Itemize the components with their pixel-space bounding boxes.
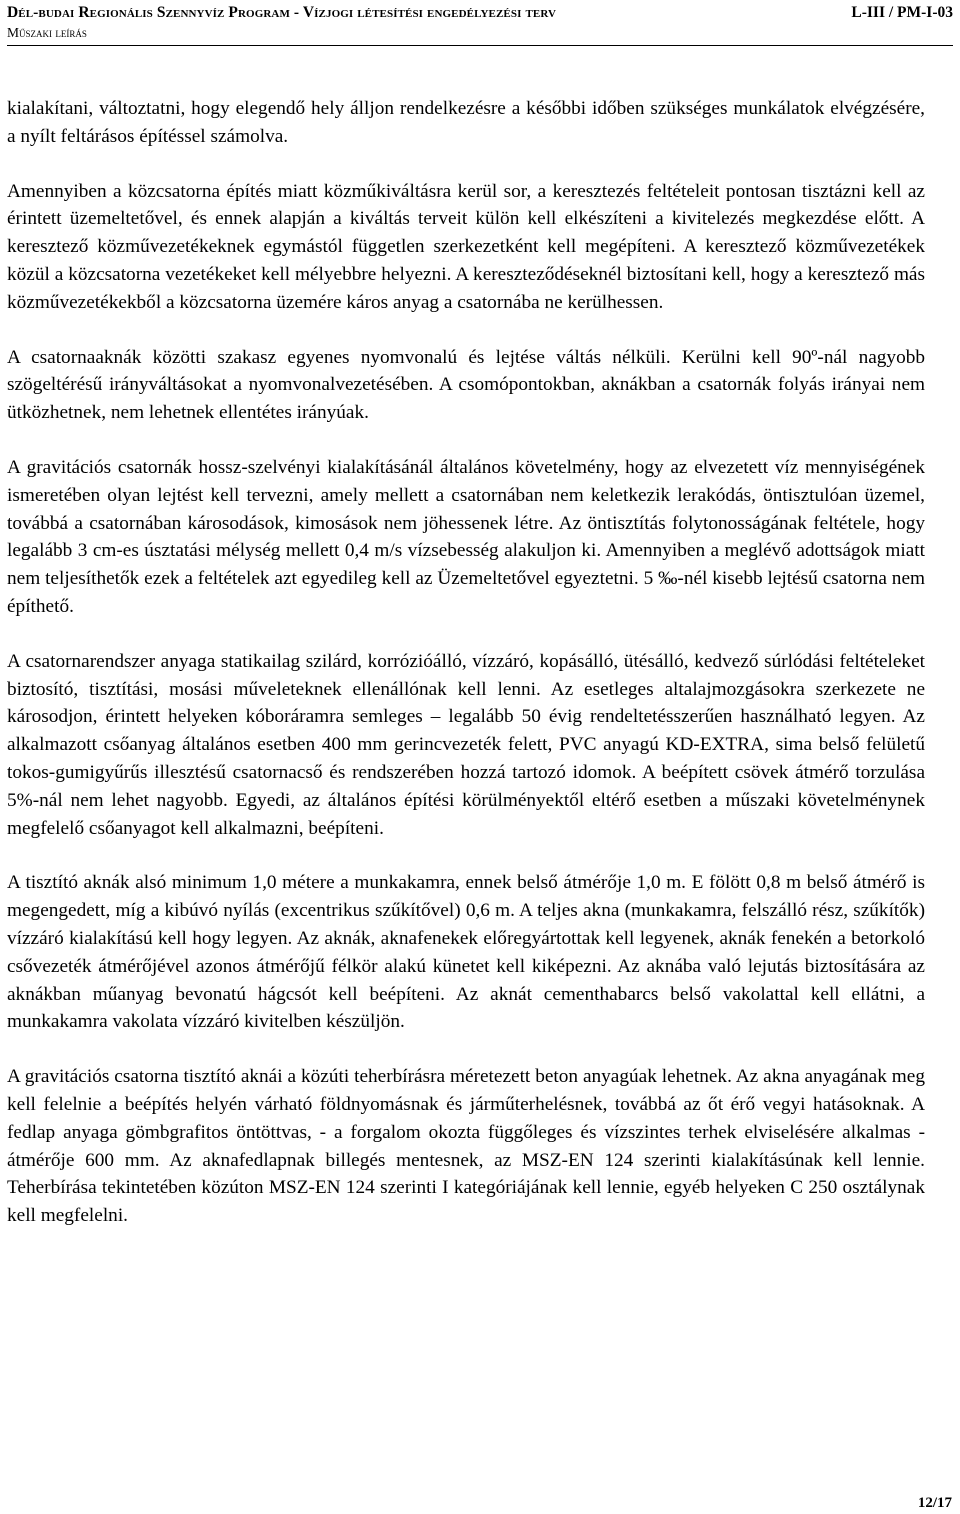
header-divider: [7, 45, 953, 46]
header-row: [7, 0, 953, 24]
page-header: [7, 0, 953, 42]
document-title: Dél-budai Regionális Szennyvíz Program - Vízjogi létesítési engedélyezési terv: [7, 4, 557, 21]
paragraph: A gravitációs csatornák hossz-szelvényi kialakításánál általános követelmény, hogy az elvezetett víz mennyiségének ismeretében olyan lejtést kell tervezni, amely mellett a csatornában nem keletkezik lerakódás, öntisztulóan üzemel, továbbá a csatornában károsodások, kimosások nem jöhessenek létre. Az öntisztítás folytonosságának feltétele, hogy legalább 3 cm-es úsztatási mélység mellett 0,4 m/s vízsebesség alakuljon ki. Amennyiben a meglévő adottságok miatt nem teljesíthetők ezek a feltételek azt egyedileg kell az Üzemeltetővel egyeztetni. 5 ‰-nél kisebb lejtésű csatorna nem építhető.: [7, 456, 925, 617]
paragraph: A csatornarendszer anyaga statikailag szilárd, korrózióálló, vízzáró, kopásálló, ütésálló, kedvező súrlódási feltételeket biztosító, tisztítási, mosási műveleteknek ellenállónak kell lenni. Az esetleges altalajmozgásokra szerkezete ne károsodjon, érintett helyeken kóboráramra semleges – legalább 50 évig rendeltetésszerűen használható legyen. Az alkalmazott csőanyag általános esetben 400 mm gerincvezeték felett, PVC anyagú KD-EXTRA, sima belső felületű tokos-gumigyűrűs illesztésű csatornacső és rendszerében hozzá tartozó idomok. A beépített csövek átmérő torzulása 5%-nál nem lehet nagyobb. Egyedi, az általános építési körülményektől eltérő esetben a műszaki követelménynek megfelelő csőanyagot kell alkalmazni, beépíteni.: [7, 650, 925, 839]
document-subtitle: Műszaki leírás: [7, 25, 87, 40]
document-code: L-III / PM-I-03: [851, 4, 953, 21]
paragraph: A gravitációs csatorna tisztító aknái a közúti teherbírásra méretezett beton anyagúak lehetnek. Az akna anyagának meg kell felelnie a beépítés helyén várható földnyomásnak és járműterhelésnek, továbbá az őt érő vegyi hatásoknak. A fedlap anyaga gömbgrafitos öntöttvas, - a forgalom okozta függőleges és vízszintes terhek elviselésére alkalmas - átmérője 600 mm. Az aknafedlapnak billegés mentesnek, az MSZ-EN 124 szerinti kialakításúnak kell lennie. Teherbírása tekintetében közúton MSZ-EN 124 szerinti I kategóriájának kell lennie, egyéb helyeken C 250 osztálynak kell megfelelni.: [7, 1066, 925, 1227]
body-text: [7, 95, 925, 1257]
paragraph: A csatornaaknák közötti szakasz egyenes nyomvonalú és lejtése váltás nélküli. Kerülni kell 90º-nál nagyobb szögeltérésű irányváltásokat a nyomvonalvezetésében. A csomópontokban, aknákban a csatornák folyás irányai nem ütközhetnek, nem lehetnek ellentétes irányúak.: [7, 346, 925, 424]
page-number: 12/17: [917, 1495, 952, 1511]
paragraph: Amennyiben a közcsatorna építés miatt közműkiváltásra kerül sor, a keresztezés feltételeit pontosan tisztázni kell az érintett üzemeltetővel, és ennek alapján a kiváltás terveit külön kell elkészíteni a kivitelezés megkezdése előtt. A keresztező közművezetékeknek egymástól független szerkezetként kell megépíteni. A keresztező közművezetékek közül a közcsatorna vezetékeket kell mélyebbre helyezni. A kereszteződéseknél biztosítani kell, hogy a keresztező más közművezetékekből a közcsatorna üzemére káros anyag a csatornába ne kerülhessen.: [7, 180, 925, 313]
paragraph: kialakítani, változtatni, hogy elegendő hely álljon rendelkezésre a későbbi időben szükséges munkálatok elvégzésére, a nyílt feltárásos építéssel számolva.: [7, 98, 925, 147]
paragraph: A tisztító aknák alsó minimum 1,0 métere a munkakamra, ennek belső átmérője 1,0 m. E fölött 0,8 m belső átmérő is megengedett, míg a kibúvó nyílás (excentrikus szűkítővel) 0,6 m. A teljes akna (munkakamra, felszálló rész, szűkítők) vízzáró kialakítású kell hogy legyen. Az aknák, aknafenekek előregyártottak kell legyenek, aknák fenekén a betorkoló csővezeték átmérőjével azonos átmérőjű félkör alakú künetet kell kiképezni. Az aknába való lejutás biztosítására az aknákban műanyag bevonatú hágcsót kell beépíteni. Az aknát cementhabarcs belső vakolattal kell ellátni, a munkakamra vakolata vízzáró kivitelben készüljön.: [7, 872, 925, 1033]
